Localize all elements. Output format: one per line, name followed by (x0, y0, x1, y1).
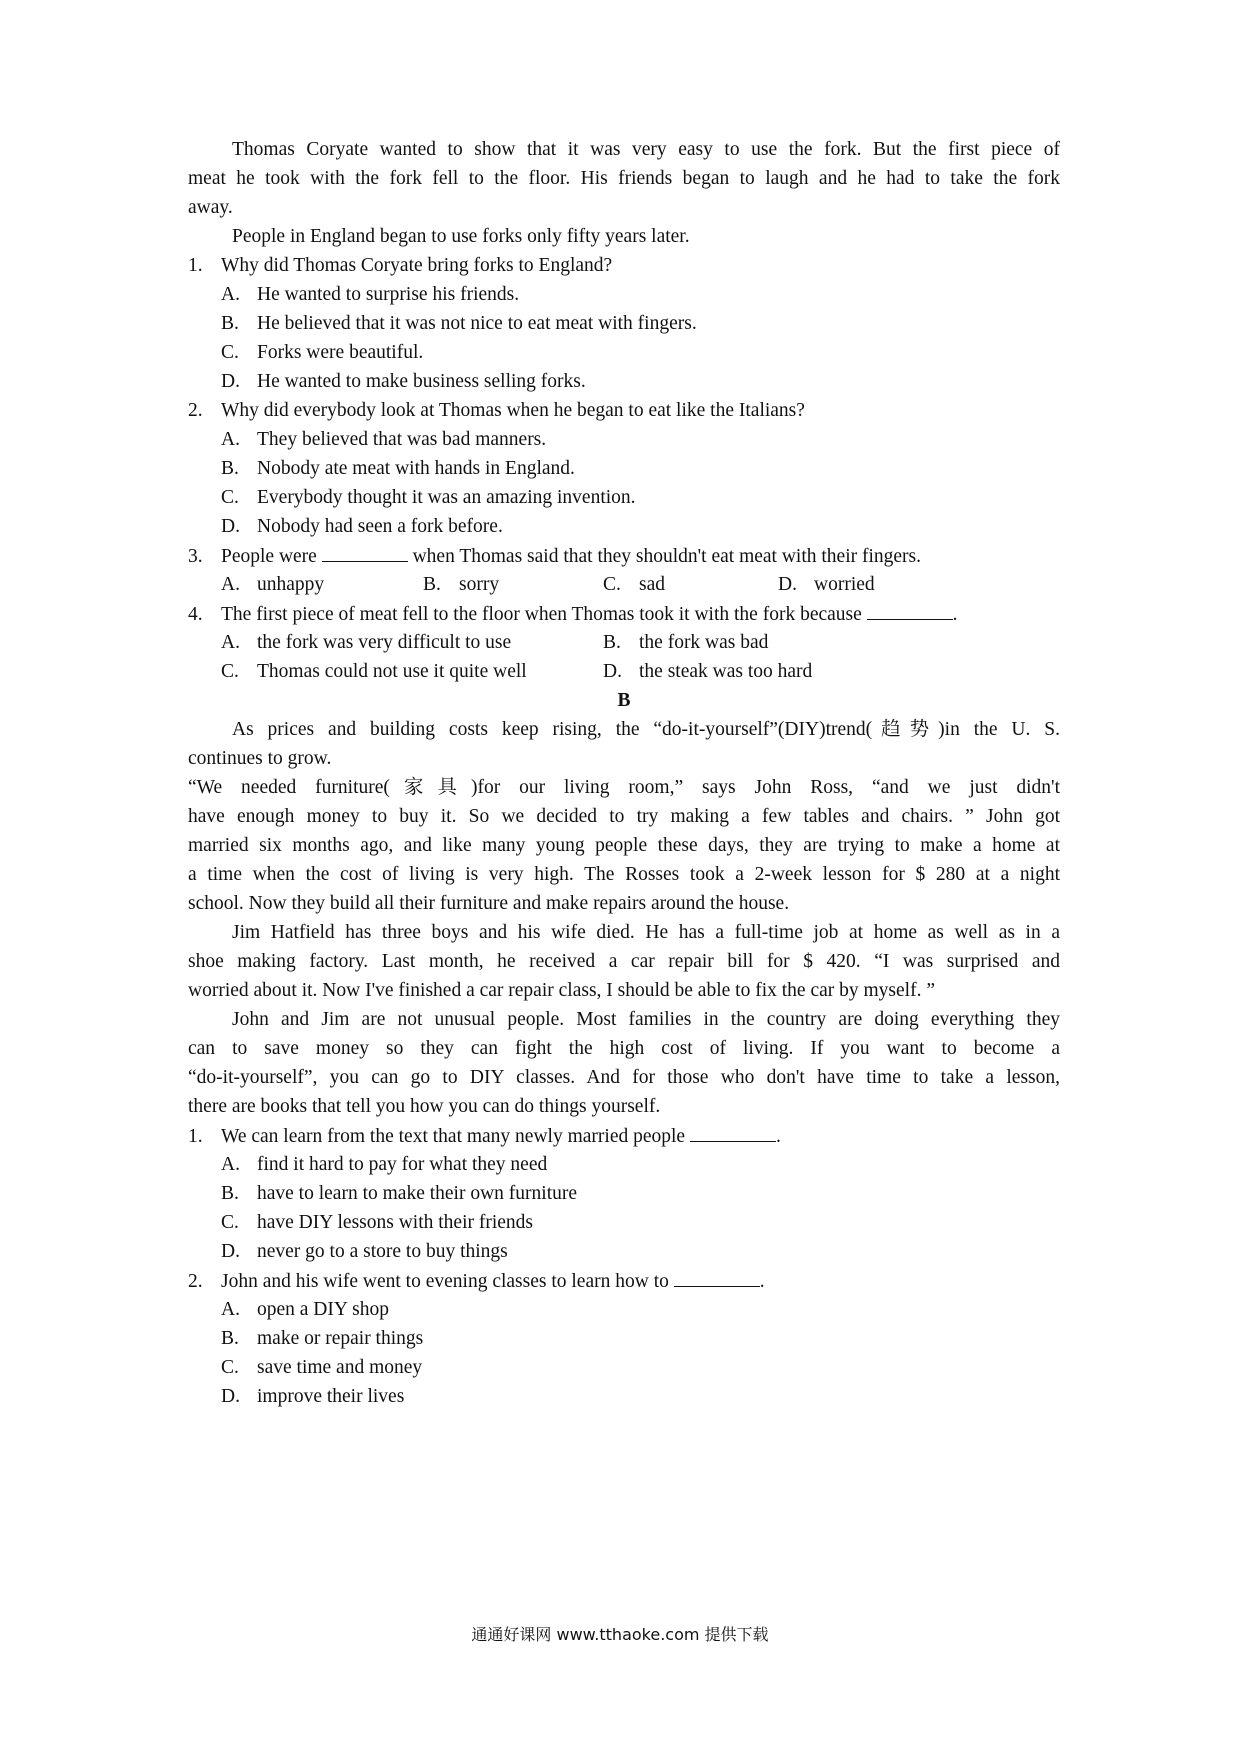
option-letter: D. (221, 516, 240, 537)
question-a2-option-a (221, 427, 546, 453)
question-b1-option-b (221, 1181, 577, 1207)
option-text: have DIY lessons with their friends (257, 1212, 534, 1233)
passage-b-paragraph-2-line-5: school. Now they build all their furniture and make repairs around the house. (188, 893, 790, 914)
option-text: He believed that it was not nice to eat meat with fingers. (257, 313, 697, 334)
passage-a-paragraph-1-line-3: away. (188, 197, 233, 218)
passage-b-paragraph-2-line-4: a time when the cost of living is very high. The Rosses took a 2-week lesson for $ 280 at a night (188, 864, 1060, 885)
question-text-after: . (775, 1126, 781, 1147)
passage-b-paragraph-4-line-4: there are books that tell you how you can do things yourself. (188, 1096, 661, 1117)
option-letter: C. (221, 661, 239, 682)
option-letter: A. (221, 574, 240, 595)
option-letter: B. (423, 574, 441, 595)
option-letter: A. (221, 1154, 240, 1175)
question-a1 (188, 253, 612, 279)
option-text: He wanted to make business selling forks. (257, 371, 586, 392)
option-text: Forks were beautiful. (257, 342, 424, 363)
option-letter: D. (603, 661, 622, 682)
passage-b-paragraph-2-line-3: married six months ago, and like many young people these days, they are trying to make a home at (188, 835, 1060, 856)
question-a4 (188, 601, 958, 627)
passage-b-paragraph-3-line-2: shoe making factory. Last month, he received a car repair bill for $ 420. “I was surprised and (188, 951, 1060, 972)
passage-b-paragraph-2-line-1: “We needed furniture(家具)for our living room,” says John Ross, “and we just didn't (188, 777, 1060, 798)
question-a4-options-row-1 (221, 630, 1060, 656)
option-text: Thomas could not use it quite well (257, 661, 527, 682)
option-letter: B. (221, 1328, 239, 1349)
question-b1-option-d (221, 1239, 508, 1265)
question-text-before: People were (221, 546, 317, 567)
option-text: never go to a store to buy things (257, 1241, 508, 1262)
question-a4-options-row-2 (221, 659, 1060, 685)
option-letter: B. (221, 458, 239, 479)
answer-blank (674, 1268, 760, 1287)
question-b1-option-c (221, 1210, 533, 1236)
question-a2-option-b (221, 456, 575, 482)
question-a2 (188, 398, 805, 424)
question-text-before: We can learn from the text that many newly married people (221, 1126, 686, 1147)
option-letter: C. (221, 1357, 239, 1378)
option-text: open a DIY shop (257, 1299, 389, 1320)
question-number: 1. (188, 1126, 203, 1147)
question-b1 (188, 1123, 781, 1149)
passage-b-paragraph-4-line-3: “do-it-yourself”, you can go to DIY classes. And for those who don't have time to take a lesson, (188, 1067, 1060, 1088)
option-text: the fork was very difficult to use (257, 632, 512, 653)
question-a3-option-b (423, 572, 499, 598)
option-text: find it hard to pay for what they need (257, 1154, 548, 1175)
question-number: 3. (188, 546, 203, 567)
question-a3-option-c (603, 572, 665, 598)
option-text: save time and money (257, 1357, 423, 1378)
question-a3-option-a (221, 572, 324, 598)
question-number: 1. (188, 255, 203, 276)
question-text: Why did everybody look at Thomas when he began to eat like the Italians? (221, 400, 805, 421)
option-text: unhappy (257, 574, 325, 595)
option-letter: A. (221, 284, 240, 305)
option-text: Nobody ate meat with hands in England. (257, 458, 575, 479)
section-b-heading: B (617, 690, 631, 711)
option-text: sorry (459, 574, 500, 595)
page-footer-watermark: 通通好课网 www.tthaoke.com 提供下载 (471, 1625, 769, 1644)
option-letter: B. (221, 1183, 239, 1204)
option-text: make or repair things (257, 1328, 424, 1349)
option-letter: C. (221, 487, 239, 508)
question-a3-option-d (778, 572, 875, 598)
question-number: 2. (188, 1271, 203, 1292)
question-a4-option-c (221, 659, 527, 685)
option-letter: D. (778, 574, 797, 595)
option-text: They believed that was bad manners. (257, 429, 547, 450)
option-text: have to learn to make their own furniture (257, 1183, 578, 1204)
question-b2-option-d (221, 1384, 404, 1410)
question-b1-option-a (221, 1152, 547, 1178)
question-text-after: . (952, 604, 958, 625)
question-a4-option-d (603, 659, 812, 685)
option-letter: A. (221, 429, 240, 450)
option-letter: C. (603, 574, 621, 595)
question-text-before: John and his wife went to evening classes to learn how to (221, 1271, 669, 1292)
passage-b-paragraph-3-line-1: Jim Hatfield has three boys and his wife died. He has a full-time job at home as well as in a (232, 922, 1060, 943)
passage-b-paragraph-1-line-1: As prices and building costs keep rising, the “do-it-yourself”(DIY)trend(趋势)in the U. S. (232, 719, 1060, 740)
question-text: Why did Thomas Coryate bring forks to England? (221, 255, 613, 276)
answer-blank (690, 1123, 776, 1142)
question-b2-option-c (221, 1355, 422, 1381)
option-letter: B. (221, 313, 239, 334)
passage-b-paragraph-1-line-2: continues to grow. (188, 748, 332, 769)
option-text: worried (814, 574, 875, 595)
option-letter: D. (221, 1241, 240, 1262)
option-letter: C. (221, 1212, 239, 1233)
option-text: sad (639, 574, 665, 595)
option-text: the fork was bad (639, 632, 769, 653)
question-a3-options-row (221, 572, 1060, 598)
option-letter: D. (221, 1386, 240, 1407)
question-text-after: when Thomas said that they shouldn't eat meat with their fingers. (412, 546, 922, 567)
question-a1-option-d (221, 369, 586, 395)
option-letter: D. (221, 371, 240, 392)
question-b2 (188, 1268, 765, 1294)
option-text: improve their lives (257, 1386, 405, 1407)
question-a2-option-c (221, 485, 636, 511)
question-a3 (188, 543, 921, 569)
question-number: 4. (188, 604, 203, 625)
option-text: Everybody thought it was an amazing invention. (257, 487, 636, 508)
passage-a-paragraph-1-line-2: meat he took with the fork fell to the floor. His friends began to laugh and he had to take the fork (188, 168, 1060, 189)
option-letter: C. (221, 342, 239, 363)
passage-b-paragraph-4-line-2: can to save money so they can fight the high cost of living. If you want to become a (188, 1038, 1060, 1059)
question-text-before: The first piece of meat fell to the floor when Thomas took it with the fork because (221, 604, 862, 625)
question-a2-option-d (221, 514, 503, 540)
question-a4-option-a (221, 630, 511, 656)
question-a1-option-a (221, 282, 519, 308)
option-letter: A. (221, 1299, 240, 1320)
passage-a-paragraph-1-line-1: Thomas Coryate wanted to show that it was very easy to use the fork. But the first piece of (232, 139, 1060, 160)
option-letter: B. (603, 632, 621, 653)
question-a1-option-b (221, 311, 697, 337)
option-text: He wanted to surprise his friends. (257, 284, 520, 305)
question-b2-option-a (221, 1297, 389, 1323)
answer-blank (867, 601, 953, 620)
question-text-after: . (759, 1271, 765, 1292)
passage-b-paragraph-4-line-1: John and Jim are not unusual people. Most families in the country are doing everything they (232, 1009, 1060, 1030)
passage-b-paragraph-3-line-3: worried about it. Now I've finished a car repair class, I should be able to fix the car by myself. ” (188, 980, 935, 1001)
passage-b-paragraph-2-line-2: have enough money to buy it. So we decided to try making a few tables and chairs. ” John got (188, 806, 1060, 827)
option-text: Nobody had seen a fork before. (257, 516, 503, 537)
question-a1-option-c (221, 340, 423, 366)
answer-blank (322, 543, 408, 562)
option-text: the steak was too hard (639, 661, 813, 682)
question-a4-option-b (603, 630, 768, 656)
option-letter: A. (221, 632, 240, 653)
passage-a-paragraph-2: People in England began to use forks only fifty years later. (232, 226, 690, 247)
question-number: 2. (188, 400, 203, 421)
question-b2-option-b (221, 1326, 423, 1352)
